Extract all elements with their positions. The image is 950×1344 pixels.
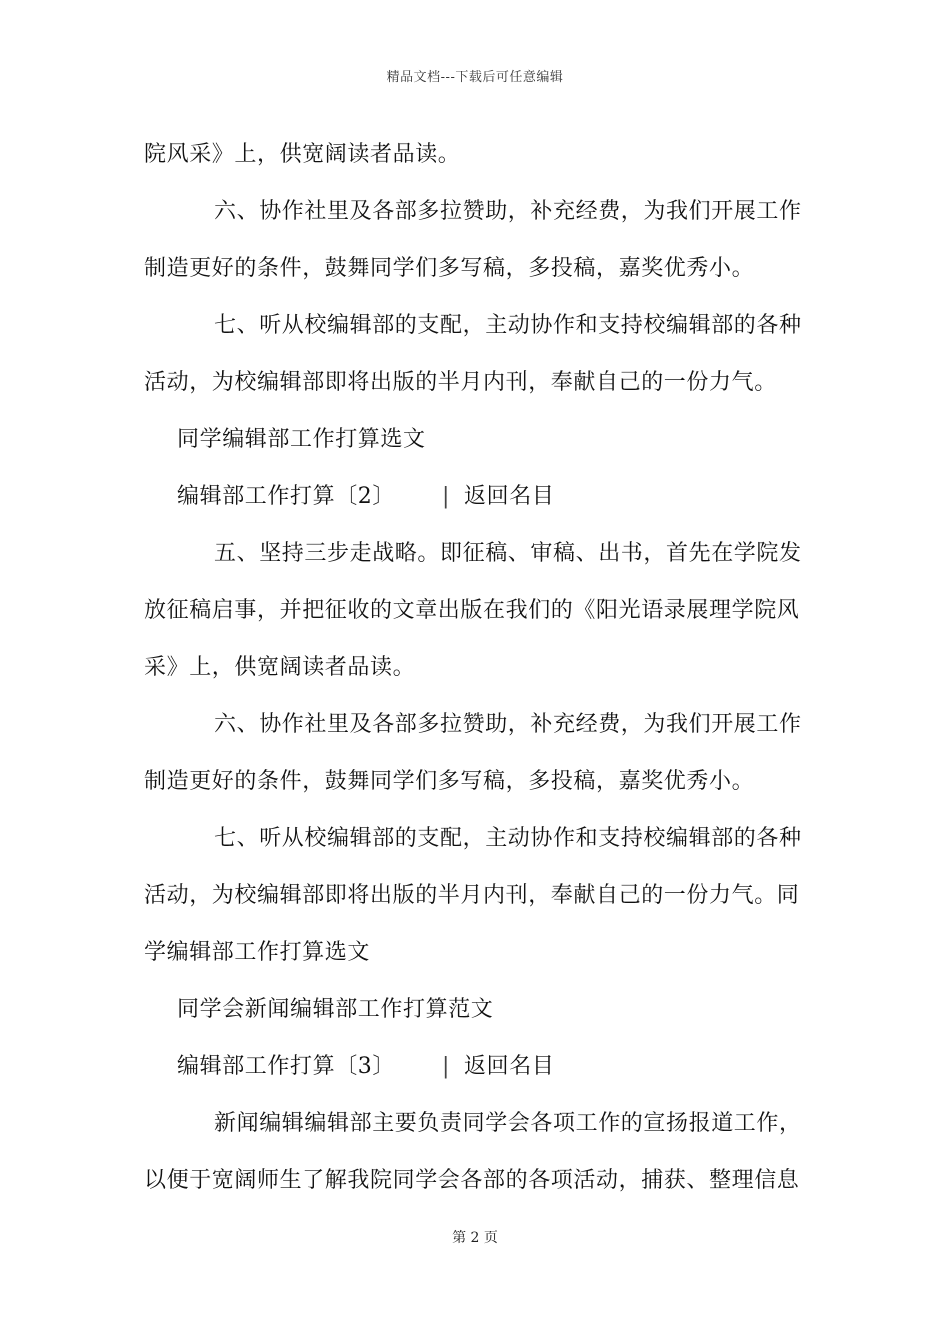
section-heading-title: 编辑部工作打算〔2〕 (177, 484, 395, 509)
paragraph-item-seven-repeat: 七、听从校编辑部的支配，主动协作和支持校编辑部的各种活动，为校编辑部即将出版的半月内刊，奉献自己的一份力气。同学编辑部工作打算选文 (144, 826, 802, 965)
section-heading-title: 编辑部工作打算〔3〕 (177, 1054, 395, 1079)
page-header: 精品文档---下载后可任意编辑 (386, 70, 564, 85)
section-title: 同学编辑部工作打算选文 (177, 427, 426, 452)
section-heading-2 (144, 468, 810, 525)
document-body (144, 126, 810, 1209)
back-to-contents-link[interactable]: 返回名目 (464, 1054, 555, 1079)
paragraph-item-seven: 七、听从校编辑部的支配，主动协作和支持校编辑部的各种活动，为校编辑部即将出版的半月内刊，奉献自己的一份力气。 (144, 313, 802, 395)
heading-separator: | (442, 1054, 451, 1079)
page-footer: 第 2 页 (452, 1230, 498, 1246)
back-to-contents-link[interactable]: 返回名目 (464, 484, 555, 509)
paragraph-item-six-repeat: 六、协作社里及各部多拉赞助，补充经费，为我们开展工作制造更好的条件，鼓舞同学们多写稿，多投稿，嘉奖优秀小。 (144, 712, 802, 794)
paragraph-continuation: 院风采》上，供宽阔读者品读。 (144, 142, 461, 167)
paragraph-item-five: 五、坚持三步走战略。即征稿、审稿、出书，首先在学院发放征稿启事，并把征收的文章出版在我们的《阳光语录展理学院风采》上，供宽阔读者品读。 (144, 541, 802, 680)
section-title-news: 同学会新闻编辑部工作打算范文 (177, 997, 494, 1022)
section-heading-3 (144, 1038, 810, 1095)
paragraph-item-six: 六、协作社里及各部多拉赞助，补充经费，为我们开展工作制造更好的条件，鼓舞同学们多写稿，多投稿，嘉奖优秀小。 (144, 199, 802, 281)
paragraph-news-intro: 新闻编辑编辑部主要负责同学会各项工作的宣扬报道工作，以便于宽阔师生了解我院同学会各部的各项活动，捕获、整理信息 (144, 1111, 802, 1193)
heading-separator: | (442, 484, 451, 509)
